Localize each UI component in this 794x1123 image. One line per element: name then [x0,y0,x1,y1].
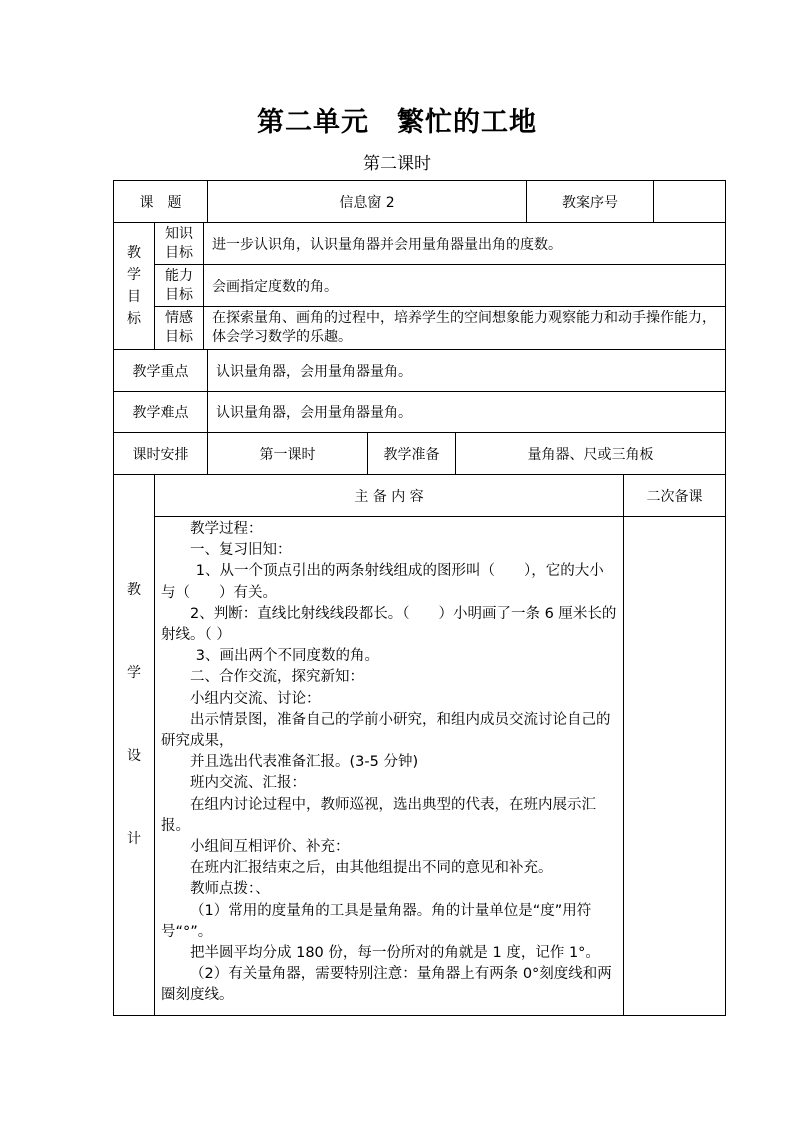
goals-label: 教 学 目 标 [114,223,155,350]
content-line: 教学过程： [190,521,263,537]
lesson-plan-table [113,180,726,1016]
difficulty-label: 教学难点 [114,392,208,433]
emotion-goal-label: 情感 目标 [155,307,204,350]
key-value: 认识量角器，会用量角器量角。 [208,350,726,392]
seq-value [654,181,726,223]
content-line: 教师点拨：、 [190,881,270,898]
content-line: （2）有关量角器，需要特别注意：量角器上有两条 0°刻度线和两圈刻度线。 [161,966,612,1004]
schedule-value: 第一课时 [208,433,368,475]
content-line: 并且选出代表准备汇报。(3-5 分钟) [190,754,419,771]
content-line: 2、判断：直线比射线线段都长。（ ）小明画了一条 6 厘米长的射线。（ ） [161,605,617,644]
schedule-label: 课时安排 [114,433,208,475]
page-title: 第二单元 繁忙的工地 [257,107,537,138]
content-line: （1）常用的度量角的工具是量角器。角的计量单位是“度”用符号“°”。 [161,902,592,940]
ability-goal-label: 能力 目标 [155,265,204,307]
topic-value: 信息窗 2 [208,181,527,223]
second-prep-body [624,517,726,1016]
content-line: 1、从一个顶点引出的两条射线组成的图形叫（ ），它的大小与（ ）有关。 [161,563,604,601]
seq-label: 教案序号 [527,181,654,223]
knowledge-goal-label: 知识 目标 [155,223,204,265]
second-prep-header: 二次备课 [624,475,726,517]
content-line: 小组间互相评价、补充： [190,839,350,856]
prep-value: 量角器、尺或三角板 [456,433,726,475]
content-line: 把半圆平均分成 180 份，每一份所对的角就是 1 度，记作 1°。 [190,945,600,962]
knowledge-goal-text: 进一步认识角，认识量角器并会用量角器量出角的度数。 [204,223,726,265]
content-line: 二、合作交流，探究新知： [190,669,364,686]
main-content-header: 主 备 内 容 [155,475,624,517]
content-line: 3、画出两个不同度数的角。 [195,648,380,665]
prep-label: 教学准备 [368,433,456,475]
content-line: 出示情景图，准备自己的学前小研究，和组内成员交流讨论自己的研究成果， [161,711,611,750]
ability-goal-text: 会画指定度数的角。 [204,265,726,307]
content-line: 在组内讨论过程中，教师巡视，选出典型的代表，在班内展示汇报。 [161,796,596,834]
content-line: 一、复习旧知： [190,542,292,559]
content-line: 小组内交流、讨论： [190,690,321,707]
page-subtitle: 第二课时 [363,154,431,174]
emotion-goal-text: 在探索量角、画角的过程中，培养学生的空间想象能力观察能力和动手操作能力，体会学习数学的乐趣。 [204,307,726,350]
main-content-body [155,517,624,1016]
difficulty-value: 认识量角器，会用量角器量角。 [208,392,726,433]
content-line: 在班内汇报结束之后，由其他组提出不同的意见和补充。 [190,860,553,877]
key-label: 教学重点 [114,350,208,392]
design-label: 教 学 设 计 [114,475,155,1016]
topic-label: 课 题 [114,181,208,223]
content-line: 班内交流、汇报： [190,775,306,792]
